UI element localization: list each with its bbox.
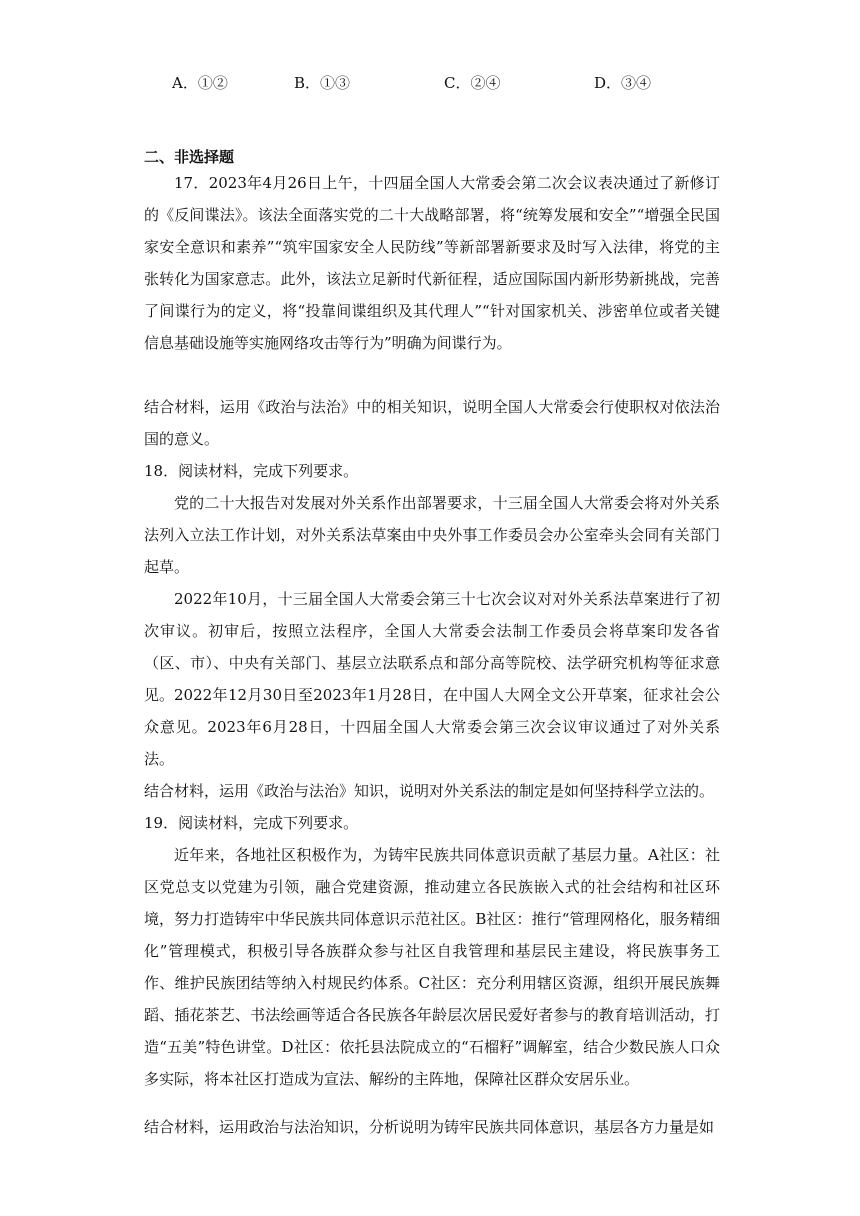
q19-question: 结合材料，运用政治与法治知识，分析说明为铸牢民族共同体意识，基层各方力量是如 xyxy=(144,1118,715,1136)
option-d: D．③④ xyxy=(594,74,652,92)
q18-paragraph-3: 2022年12月30日至2023年1月28日，在中国人大网全文公开草案，征求社会公众意见。2023年6月28日，十四届全国人大常委会第三次会议审议通过了对外关系法。 xyxy=(144,686,720,768)
answer-options xyxy=(172,72,772,96)
q17-question: 结合材料，运用《政治与法治》中的相关知识，说明全国人大常委会行使职权对依法治国的意义。 xyxy=(144,398,720,448)
option-a: A．①② xyxy=(172,74,228,92)
q18-question: 结合材料，运用《政治与法治》知识，说明对外关系法的制定是如何坚持科学立法的。 xyxy=(144,782,715,800)
q18-heading: 18．阅读材料，完成下列要求。 xyxy=(144,462,359,480)
q18-paragraph-1: 党的二十大报告对发展对外关系作出部署要求，十三届全国人大常委会将对外关系法列入立法工作计划，对外关系法草案由中央外事工作委员会办公室牵头会同有关部门起草。 xyxy=(144,494,720,576)
q18-paragraph-2: 2022年10月，十三届全国人大常委会第三十七次会议对对外关系法草案进行了初次审议。初审后，按照立法程序，全国人大常委会法制工作委员会将草案印发各省（区、市）、中央有关部门、基层立法联系点和部分高等院校、法学研究机构等征求意见。 xyxy=(144,590,720,704)
option-c: C．②④ xyxy=(444,74,501,92)
q19-paragraph: 近年来，各地社区积极作为，为铸牢民族共同体意识贡献了基层力量。A社区：社区党总支以党建为引领，融合党建资源，推动建立各民族嵌入式的社会结构和社区环境，努力打造铸牢中华民族共同体意识示范社区。B社区：推行“管理网格化，服务精细化”管理模式，积极引导各族群众参与社区自我管理和基层民主建设，将民族事务工作、维护民族团结等纳入村规民约体系。C社区：充分利用辖区资源，组织开展民族舞蹈、插花茶艺、书法绘画等适合各民族各年龄层次居民爱好者参与的教育培训活动，打造“五美”特色讲堂。D社区：依托县法院成立的“石榴籽”调解室，结合少数民族人口众多实际，将本社区打造成为宣法、解纷的主阵地，保障社区群众安居乐业。 xyxy=(144,846,720,1088)
q19-heading: 19．阅读材料，完成下列要求。 xyxy=(144,814,359,832)
option-b: B．①③ xyxy=(294,74,351,92)
q17-material: 17．2023年4月26日上午，十四届全国人大常委会第二次会议表决通过了新修订的《反间谍法》。该法全面落实党的二十大战略部署，将“统筹发展和安全”“增强全民国家安全意识和素养”“筑牢国家安全人民防线”等新部署新要求及时写入法律，将党的主张转化为国家意志。此外，该法立足新时代新征程，适应国际国内新形势新挑战，完善了间谍行为的定义，将“投靠间谍组织及其代理人”“针对国家机关、涉密单位或者关键信息基础设施等实施网络攻击等行为”明确为间谍行为。 xyxy=(144,174,720,352)
section-title: 二、非选择题 xyxy=(144,148,235,166)
